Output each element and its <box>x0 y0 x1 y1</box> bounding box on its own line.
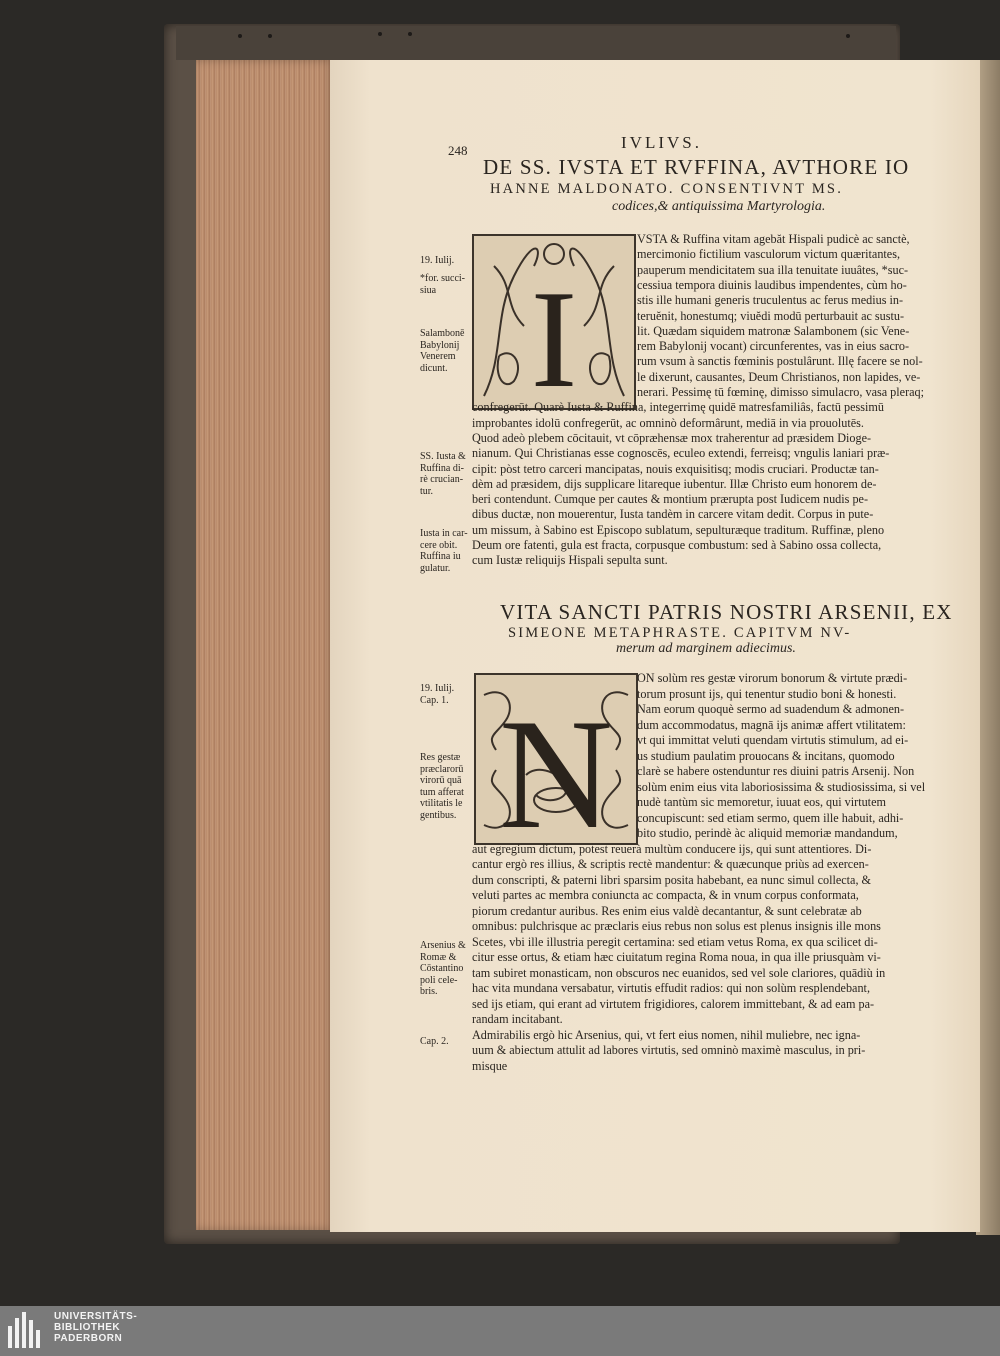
text-line: cipit: pòst tetro carceri mancipatas, nouis exquisitisq; modis cruciari. Productæ tan- <box>472 461 879 476</box>
text-line: us studium paulatim prouocans & incitans, quomodo <box>637 748 895 763</box>
text-line: dibus ductæ, non mouerentur, Iusta tandèm in carcere vitam dedit. Corpus in pute- <box>472 507 874 522</box>
text-line: Admirabilis ergò hic Arsenius, qui, vt fert eius nomen, nihil muliebre, nec igna- <box>472 1027 861 1042</box>
text-line: uum & abiectum attulit ad labores virtutis, sed omninò maximè masculus, in pri- <box>472 1043 866 1057</box>
text-line: tam subiret monasticam, non obscuros nec euanidos, sed vel sole clariores, quādiù in <box>472 965 886 980</box>
margin-note: Salambonē Babylonij Venerem dicunt. <box>420 328 465 374</box>
text-line: concupiscunt: sed etiam sermo, quem ille habuit, adhi- <box>637 810 904 825</box>
section1-title-line2: HANNE MALDONATO. CONSENTIVNT MS. <box>490 181 844 197</box>
margin-note: *for. succi- siua <box>420 273 465 296</box>
text-line: nianum. Qui Christianas esse cognoscēs, eculeo extendi, ferreisq; vngulis laniari præ- <box>472 446 890 461</box>
library-name-line3: PADERBORN <box>54 1333 123 1344</box>
margin-note: 19. Iulij. <box>420 255 455 266</box>
margin-note: SS. Iusta & Ruffina di- rè crucian- tur. <box>420 451 466 497</box>
book-spine-strip <box>176 26 896 60</box>
text-line: Nam eorum quoquè sermo ad suadendum & admonen- <box>637 702 905 716</box>
text-line: pauperum mendicitatem sua illa tenuitate iuuâtes, *suc- <box>637 262 909 277</box>
text-line: piorum credantur auribus. Res enim eius valdè decantantur, & sunt celebratæ ab <box>472 903 862 918</box>
text-line: cantur ergò res illius, & scriptis rectè mandentur: & quæcunque priùs ad exercen- <box>472 857 869 871</box>
text-line: vt qui immittat veluti quendam virtutis stimulum, ad ei- <box>637 733 909 747</box>
text-line: um missum, à Sabino est Episcopo sublatum, sepulturæque traditum. Ruffinæ, pleno <box>472 522 885 537</box>
page-number: 248 <box>448 143 468 158</box>
text-line: sed ijs etiam, qui erant ad virtutem frigidiores, calorem immittebant, & ad eam pa- <box>472 996 875 1011</box>
text-line: confregerūt. Quarè Iusta & Ruffina, integerrimę quidē matresfamiliâs, factū pessimū <box>472 400 884 415</box>
section2-title-line2: SIMEONE METAPHRASTE. CAPITVM NV- <box>508 625 852 641</box>
text-line: rum vsum à sanctis fœminis postulârunt. Illę facere se nol- <box>637 354 923 369</box>
text-line: bito studio, perindè àc aliquid memoriæ mandandum, <box>637 826 898 840</box>
decorated-initial-i <box>472 234 636 410</box>
library-logo-icon <box>8 1312 48 1348</box>
text-line: nudè tantùm sic memoretur, iuuat eos, qui virtutem <box>637 795 886 809</box>
text-line: misque <box>472 1058 508 1073</box>
library-name-line1: UNIVERSITÄTS- <box>54 1311 138 1322</box>
section2-title-line1: VITA SANCTI PATRIS NOSTRI ARSENII, EX <box>500 600 953 624</box>
text-line: stis ille humani generis truculentus ac ferus medius in- <box>637 293 904 308</box>
text-line: ON solùm res gestæ virorum bonorum & virtute prædi- <box>637 671 908 685</box>
initial-letter-n: N <box>498 687 614 843</box>
text-line: dum conscripti, & paterni libri sparsim posita habebant, ea nunc simul collecta, & <box>472 872 872 887</box>
initial-letter-i: I <box>530 262 578 408</box>
text-line: lit. Quædam siquidem matronæ Salambonem (sic Vene- <box>637 323 910 338</box>
text-line: torum prosunt ijs, qui tenentur studio boni & honesti. <box>637 686 897 701</box>
text-line: aut egregium dictum, potest reuerà multùm conducere ijs, qui sunt attentiores. Di- <box>472 841 872 856</box>
page-fore-edge <box>196 60 334 1230</box>
margin-note: Iusta in car- cere obit. Ruffina iu gulatur. <box>420 528 468 574</box>
text-line: dèm ad præsidem, dijs supplicare litareque iubentur. Illæ Christo eum honorem de- <box>472 476 877 491</box>
text-line: cum Iustæ reliquijs Hispali sepulta sunt. <box>472 553 668 568</box>
margin-note: 19. Iulij. Cap. 1. <box>420 683 455 706</box>
text-line: solùm enim eius vita laboriosissima & studiosissima, si vel <box>637 779 926 794</box>
section2-title-line3: merum ad marginem adiecimus. <box>616 641 796 656</box>
text-line: omnibus: pulchrisque ac præclaris eius rebus non solus est plenus insignis ille mons <box>472 919 881 933</box>
section1-title-line1: DE SS. IVSTA ET RVFFINA, AVTHORE IO <box>483 155 910 179</box>
text-line: citur esse ortus, & etiam hæc ciuitatum regina Roma noua, in qua ille priusquàm vi- <box>472 950 881 964</box>
text-line: beri contendunt. Cumque per cautes & montium prærupta post Iudicem nudis pe- <box>472 492 869 507</box>
running-head: IVLIVS. <box>621 133 702 152</box>
library-footer <box>0 1306 1000 1356</box>
text-line: randam incitabant. <box>472 1012 563 1026</box>
text-line: nerari. Pessimę tū fœminę, dimisso simulacro, vasa pleraq; <box>637 385 925 399</box>
text-line: mercimonio fictilium vasculorum victum quæritantes, <box>637 247 900 262</box>
text-line: rem Babylonij vocant) circunferentes, vas in eius sacro- <box>637 339 910 354</box>
margin-note: Arsenius & Romæ & Cōstantino poli cele- bris. <box>420 940 466 997</box>
text-line: Scetes, vbi ille illustria peregit certamina: sed etiam vetus Roma, ex qua scilicet di- <box>472 934 878 949</box>
margin-note: Cap. 2. <box>420 1036 449 1047</box>
text-line: dum accommodatus, magnā ijs animæ affert vtilitatem: <box>637 717 906 732</box>
text-line: Quod adeò plebem cōcitauit, vt cōpræhensæ mox traherentur ad præsidem Dioge- <box>472 430 872 445</box>
text-line: VSTA & Ruffina vitam agebăt Hispali pudicè ac sanctè, <box>637 232 910 246</box>
text-line: teruĕnit, honestumq; viuĕdi modū perturbauit ac sustu- <box>637 308 905 323</box>
text-line: hac vita mundana versabatur, virtutis effudit radios: qui non solùm resplendebant, <box>472 981 870 995</box>
library-name <box>54 1311 137 1344</box>
text-line: clarè se habere ostenduntur res diuini patris Arsenij. Non <box>637 764 915 778</box>
library-name-line2: BIBLIOTHEK <box>54 1322 121 1333</box>
text-line: cessiua tempora diuinis laudibus impendentes, cùm ho- <box>637 277 907 292</box>
text-line: le dixerunt, causantes, Deum Christianos, non lapides, ve- <box>637 369 921 384</box>
text-line: Deum ore fatenti, gula est fracta, corpusque combustum: sed à Sabino ossa collecta, <box>472 538 882 552</box>
decorated-initial-n <box>474 673 638 845</box>
margin-note: Res gestæ præclarorū virorū quā tum afferat vtilitatis le gentibus. <box>420 752 464 821</box>
text-line: improbantes idolū confregerūt, ac omninò deformârunt, mediā in via prouolutēs. <box>472 415 864 430</box>
text-line: veluti partes ac membra coniuncta ac compacta, & in vnum corpus conformata, <box>472 888 859 902</box>
section1-title-line3: codices,& antiquissima Martyrologia. <box>612 199 826 214</box>
